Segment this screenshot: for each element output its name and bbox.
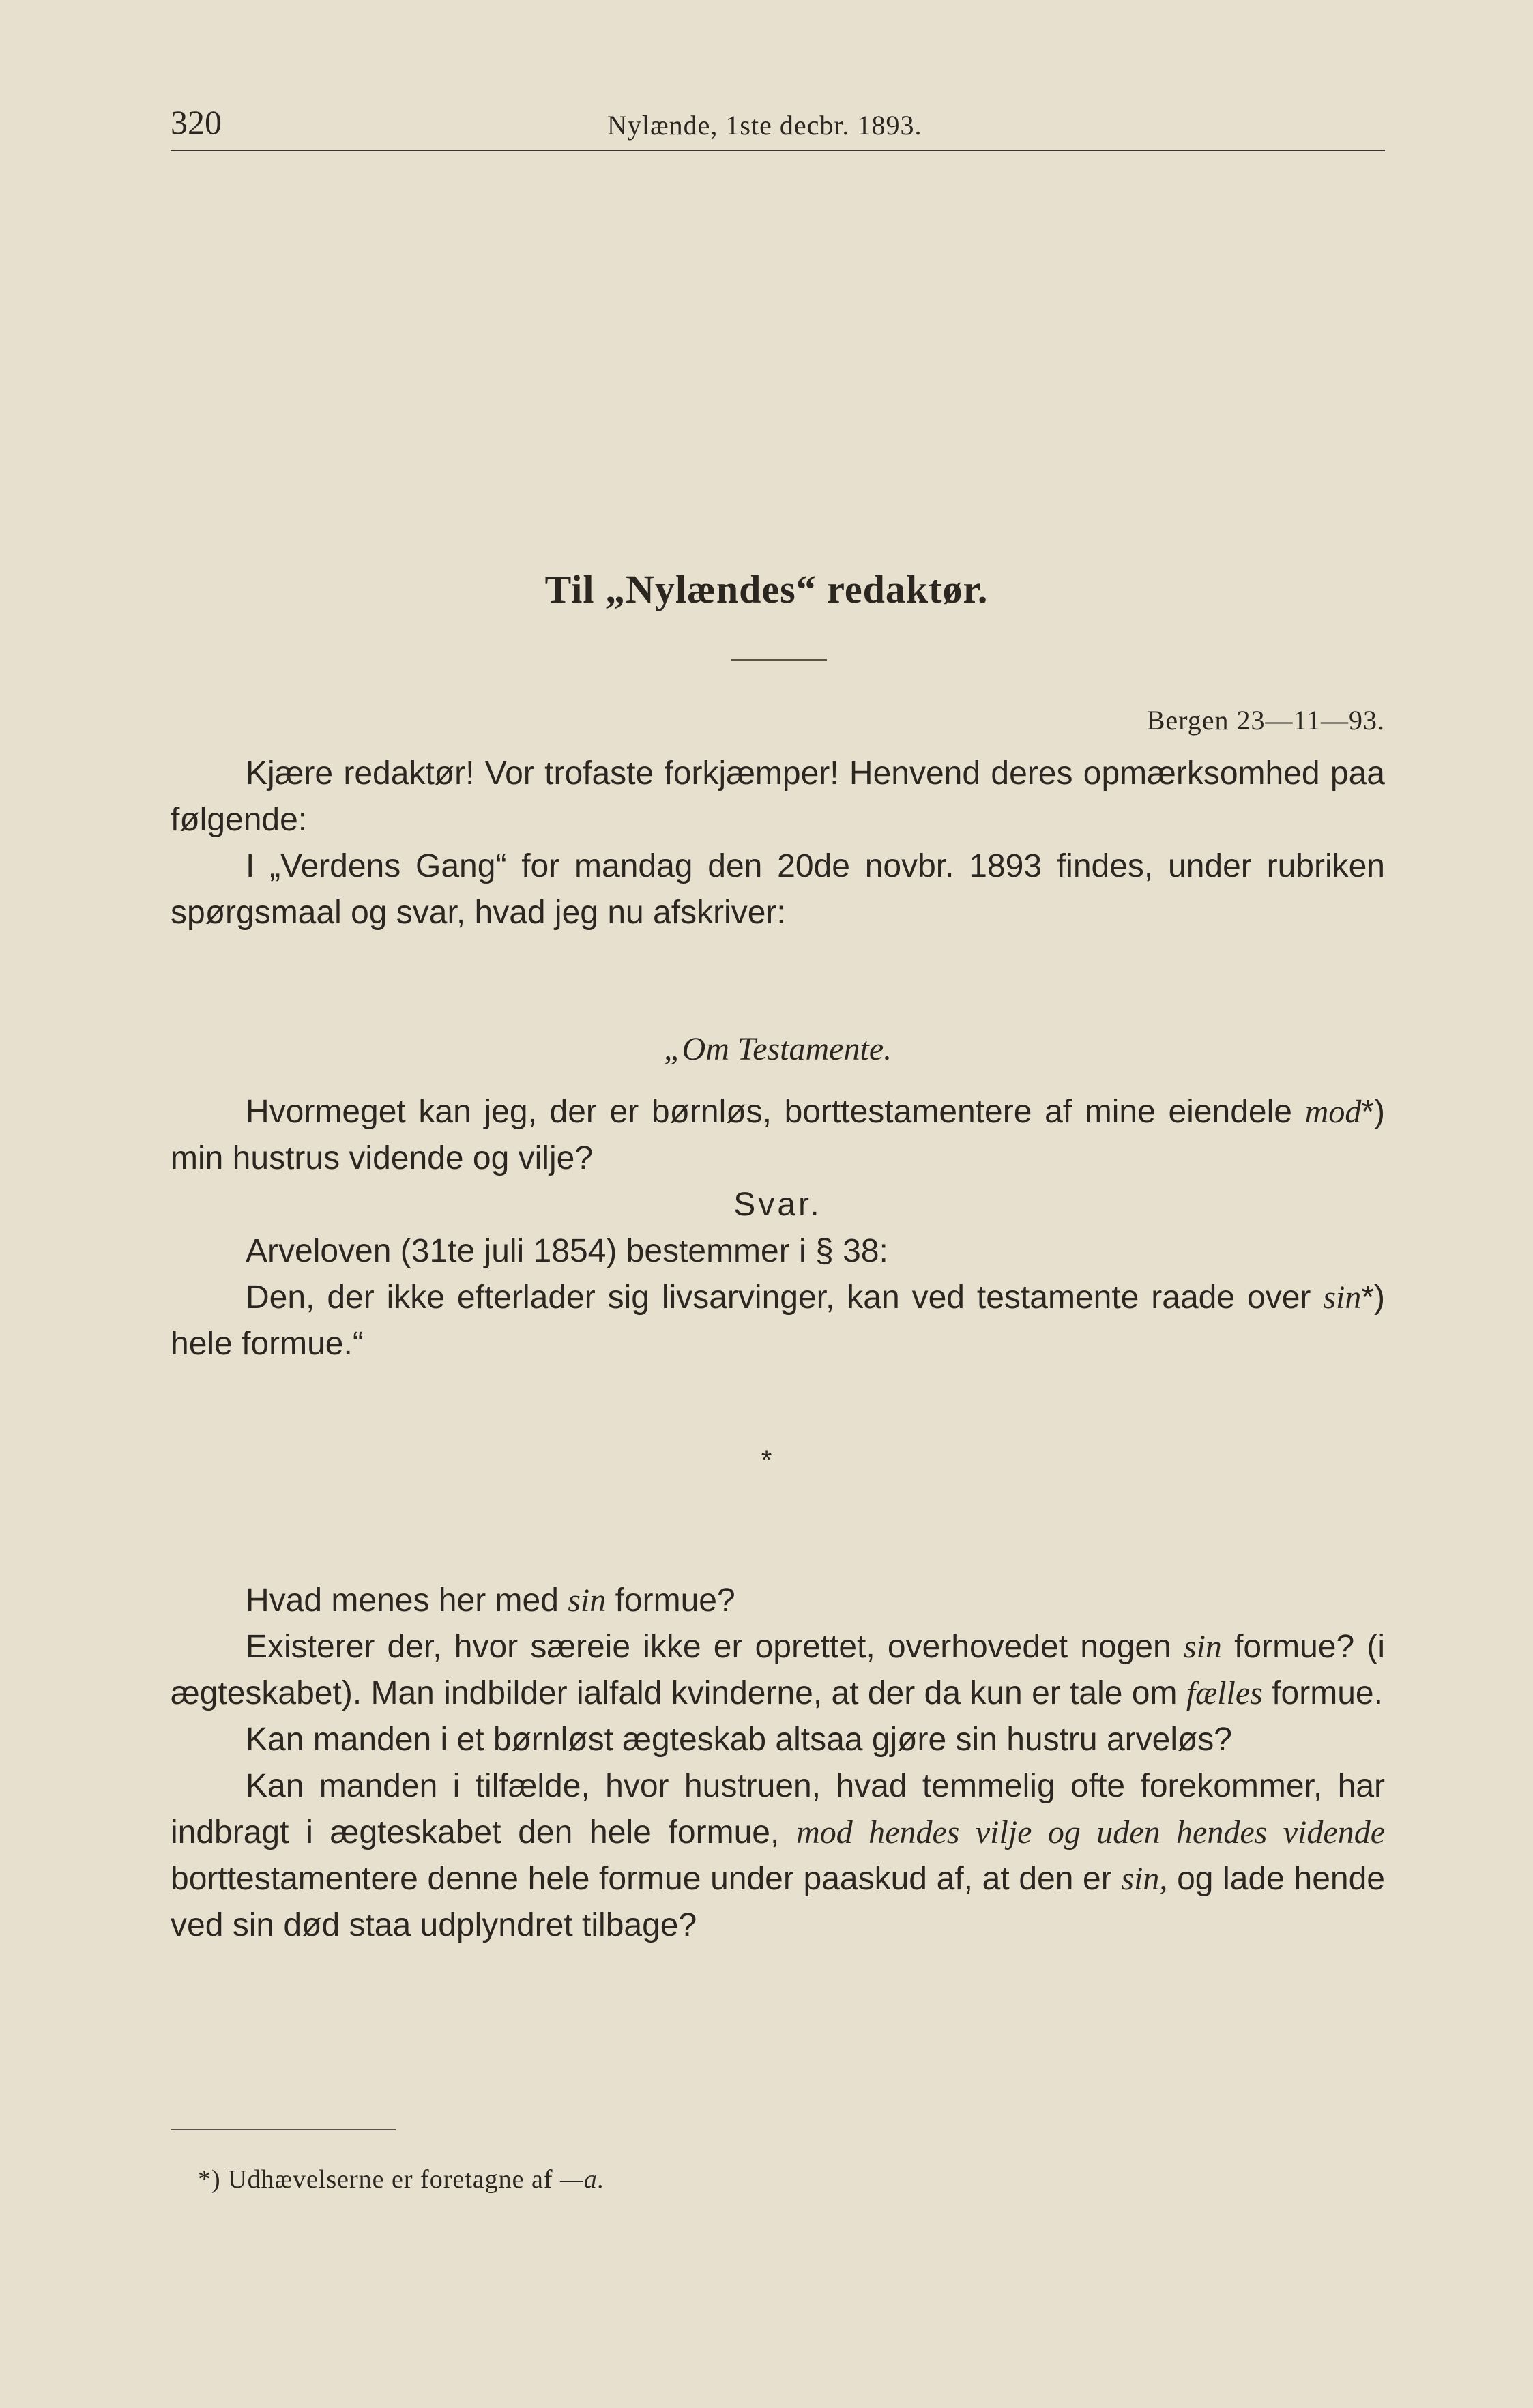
commentary-emphasis: sin, [1121,1861,1168,1897]
commentary-emphasis: mod hendes vilje og uden hendes vidende [796,1814,1385,1851]
page-header [171,102,1385,150]
commentary-text: borttestamentere denne hele formue under paaskud af, at den er [171,1861,1112,1897]
article-title: Til „Nylændes“ redaktør. [544,567,989,611]
question-text: Hvormeget kan jeg, der er børnløs, borttestamentere af mine eiendele [246,1094,1292,1130]
footnote [198,2164,604,2194]
footnote-signature: —a. [560,2165,605,2194]
commentary-paragraph-1 [171,1578,1385,1624]
commentary-text-end: formue. [1272,1675,1383,1711]
commentary-text-end: formue? [615,1582,735,1619]
commentary-text-end: og lade hende ved sin død staa udplyndret tilbage? [171,1861,1385,1943]
footnote-rule [171,2129,396,2130]
dateline: Bergen 23—11—93. [1146,705,1385,736]
law-quote-emphasis: sin [1323,1279,1362,1316]
law-quote-paragraph [171,1275,1385,1367]
footnote-marker: *) [1361,1094,1385,1130]
page-number: 320 [171,103,222,141]
commentary-paragraph-4 [171,1763,1385,1949]
question-emphasis: mod [1304,1094,1362,1130]
section-asterism: * [761,1445,772,1475]
greeting-paragraph: Kjære redaktør! Vor trofaste forkjæmper! Henvend deres opmærksomhed paa følgende: [171,755,1385,838]
letter-opening [171,751,1385,936]
quoted-subheading: „Om Testamente. [663,1031,892,1067]
running-head: Nylænde, 1ste decbr. 1893. [607,110,922,141]
commentary-emphasis: sin [1183,1629,1222,1665]
commentary-paragraph-2 [171,1624,1385,1717]
footnote-text: *) Udhævelserne er foretagne af [198,2165,553,2194]
commentary-emphasis: sin [568,1582,607,1619]
answer-paragraph: Arveloven (31te juli 1854) bestemmer i § 38: [246,1233,888,1269]
question-paragraph [171,1089,1385,1182]
question-text-end: min hustrus vidende og vilje? [171,1140,594,1176]
answer-label: Svar. [733,1187,822,1223]
commentary-paragraph-3: Kan manden i et børnløst ægteskab altsaa gjøre sin hustru arveløs? [246,1722,1232,1758]
header-rule [171,150,1385,151]
commentary-text: formue? (i ægteskabet). Man indbilder ialfald kvinderne, at der da kun er tale om [171,1629,1385,1711]
commentary-text: Hvad menes her med [246,1582,559,1619]
quoted-section [171,1026,1385,1367]
law-quote-text: Den, der ikke efterlader sig livsarvinger, kan ved testamente raade over [246,1279,1311,1316]
footnote-marker: *) [1361,1279,1385,1316]
commentary-text: Existerer der, hvor særeie ikke er oprettet, overhovedet nogen [246,1629,1171,1665]
commentary-emphasis: fælles [1186,1675,1263,1711]
commentary-text: Kan manden i tilfælde, hvor hustruen, hvad temmelig ofte forekommer, har indbragt i ægteskabet den hele formue, [171,1768,1385,1851]
title-divider [731,659,827,661]
intro-paragraph: I „Verdens Gang“ for mandag den 20de novbr. 1893 findes, under rubriken spørgsmaal og svar, hvad jeg nu afskriver: [171,848,1385,931]
law-quote-end: hele formue.“ [171,1326,364,1362]
commentary-section [171,1578,1385,1949]
